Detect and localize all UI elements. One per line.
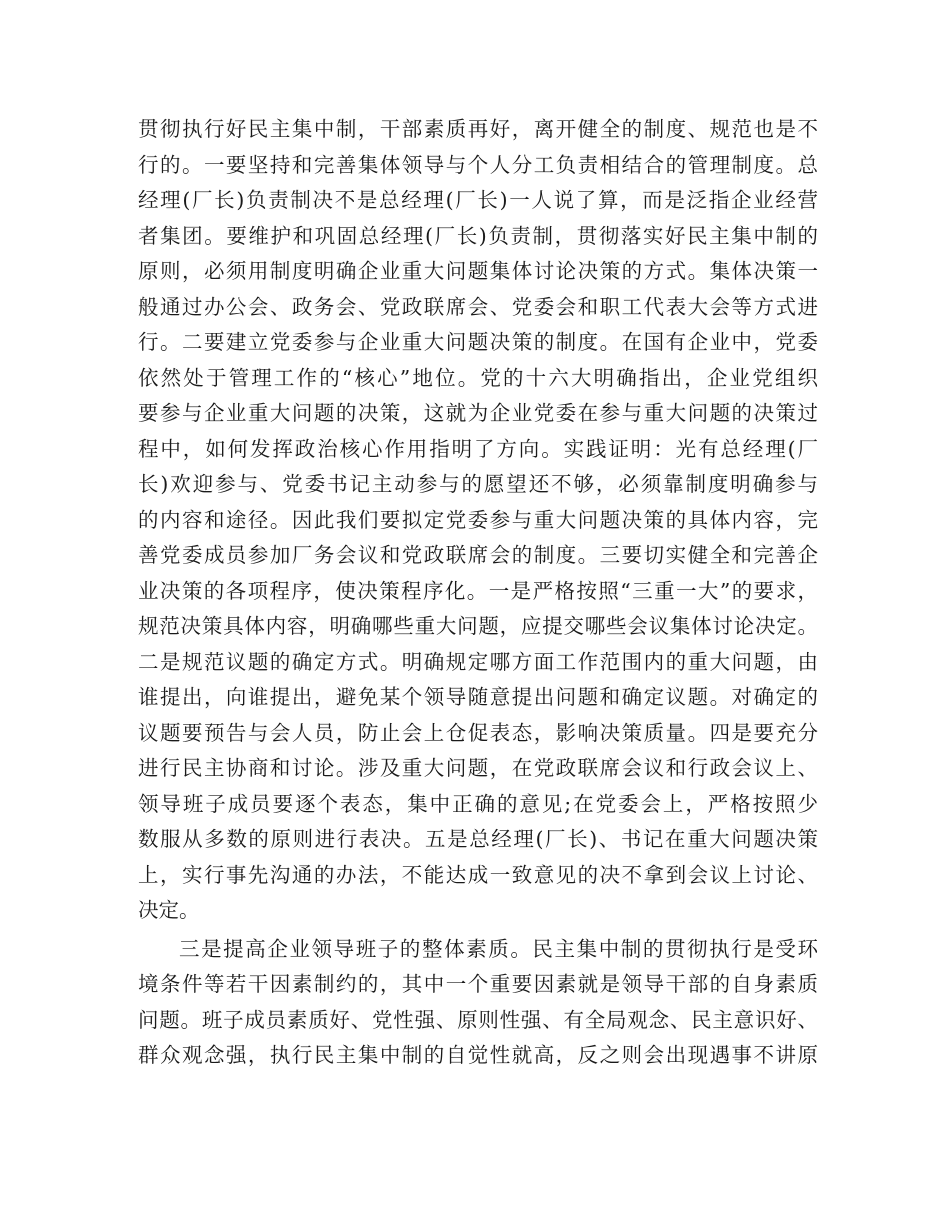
- text-line: 数服从多数的原则进行表决。五是总经理(厂长)、书记在重大问题决策: [138, 827, 818, 851]
- text-line: 规范决策具体内容，明确哪些重大问题，应提交哪些会议集体讨论决定。: [138, 614, 818, 638]
- text-line: 业决策的各项程序，使决策程序化。一是严格按照“三重一大”的要求，: [138, 578, 818, 603]
- text-line: 境条件等若干因素制约的，其中一个重要因素就是领导干部的自身素质: [138, 972, 818, 996]
- text-line: 决定。: [138, 898, 200, 922]
- text-line: 群众观念强，执行民主集中制的自觉性就高，反之则会出现遇事不讲原: [138, 1043, 818, 1067]
- text-line: 的内容和途径。因此我们要拟定党委参与重大问题决策的具体内容，完: [138, 507, 818, 532]
- text-line: 要参与企业重大问题的决策，这就为企业党委在参与重大问题的决策过: [138, 401, 818, 425]
- text-line: 长)欢迎参与、党委书记主动参与的愿望还不够，必须靠制度明确参与: [138, 472, 818, 496]
- text-line: 者集团。要维护和巩固总经理(厂长)负责制，贯彻落实好民主集中制的: [138, 223, 818, 248]
- text-line: 般通过办公会、政务会、党政联席会、党委会和职工代表大会等方式进: [138, 294, 818, 319]
- text-line: 谁提出，向谁提出，避免某个领导随意提出问题和确定议题。对确定的: [138, 685, 818, 709]
- text-line: 问题。班子成员素质好、党性强、原则性强、有全局观念、民主意识好、: [138, 1007, 818, 1032]
- body-text: [138, 112, 818, 1074]
- paragraph-1: [138, 112, 818, 929]
- paragraph-2: [138, 932, 818, 1074]
- text-line: 贯彻执行好民主集中制，干部素质再好，离开健全的制度、规范也是不: [138, 117, 818, 141]
- text-line: 程中，如何发挥政治核心作用指明了方向。实践证明：光有总经理(厂: [138, 436, 818, 461]
- text-line: 议题要预告与会人员，防止会上仓促表态，影响决策质量。四是要充分: [138, 720, 818, 745]
- text-line: 善党委成员参加厂务会议和党政联席会的制度。三要切实健全和完善企: [138, 543, 818, 567]
- text-line: 二是规范议题的确定方式。明确规定哪方面工作范围内的重大问题，由: [138, 649, 818, 674]
- text-line: 进行民主协商和讨论。涉及重大问题，在党政联席会议和行政会议上、: [138, 756, 818, 780]
- text-line: 上，实行事先沟通的办法，不能达成一致意见的决不拿到会议上讨论、: [138, 862, 818, 887]
- text-line: 领导班子成员要逐个表态，集中正确的意见;在党委会上，严格按照少: [138, 791, 818, 816]
- text-line: 三是提高企业领导班子的整体素质。民主集中制的贯彻执行是受环: [179, 936, 818, 961]
- text-line: 行。二要建立党委参与企业重大问题决策的制度。在国有企业中，党委: [138, 330, 818, 354]
- text-line: 行的。一要坚持和完善集体领导与个人分工负责相结合的管理制度。总: [138, 152, 818, 177]
- text-line: 经理(厂长)负责制决不是总经理(厂长)一人说了算，而是泛指企业经营: [138, 188, 818, 212]
- text-line: 依然处于管理工作的“核心”地位。党的十六大明确指出，企业党组织: [138, 365, 818, 390]
- text-line: 原则，必须用制度明确企业重大问题集体讨论决策的方式。集体决策一: [138, 259, 818, 283]
